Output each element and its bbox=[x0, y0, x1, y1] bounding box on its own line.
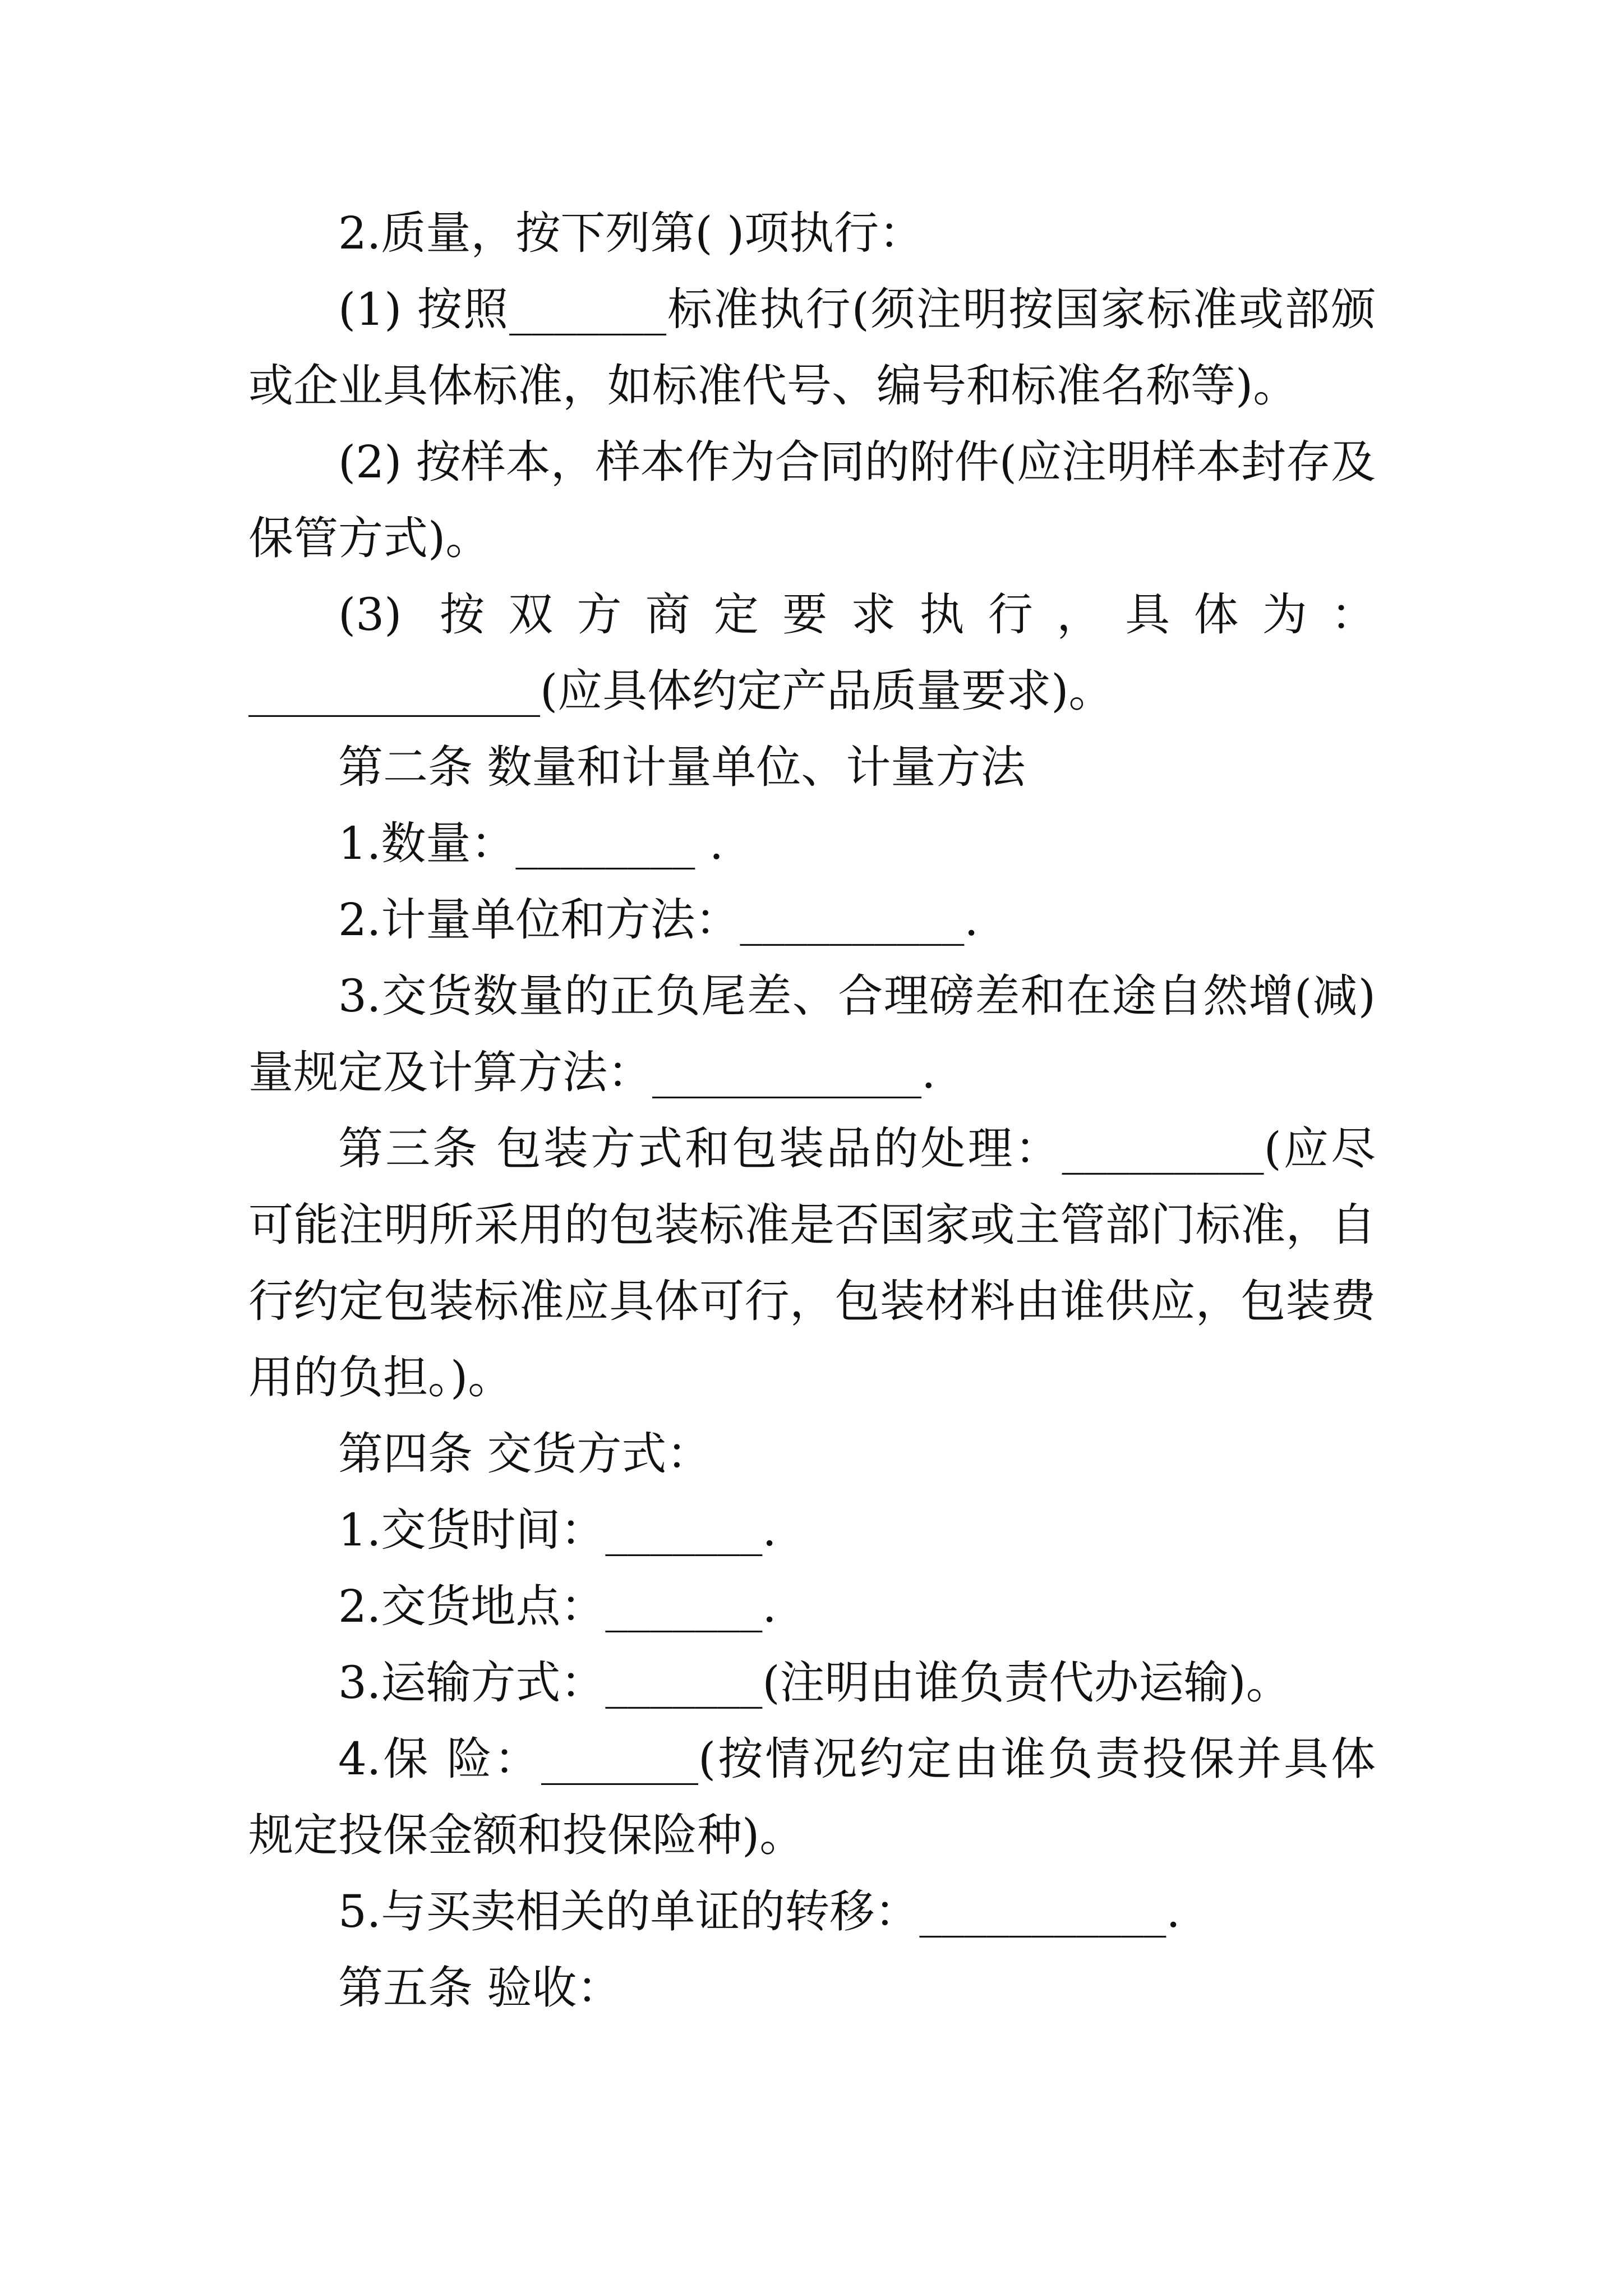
quantity-clause: 1.数量：________ . bbox=[338, 817, 724, 869]
documents-transfer-clause: 5.与买卖相关的单证的转移：___________. bbox=[338, 1885, 1181, 1938]
article-5-heading: 第五条 验收： bbox=[338, 1962, 622, 2014]
insurance-clause: 4.保 险：_______(按情况约定由谁负责投保并具体规定投保金额和投保险种)。 bbox=[248, 1733, 1376, 1861]
article-2-heading: 第二条 数量和计量单位、计量方法 bbox=[338, 741, 1026, 793]
article-3-packaging: 第三条 包装方式和包装品的处理：_________(应尽可能注明所采用的包装标准是否国家或主管部门标准，自行约定包装标准应具体可行，包装材料由谁供应，包装费用的负担。)。 bbox=[248, 1122, 1376, 1404]
delivery-time-clause: 1.交货时间：_______. bbox=[338, 1504, 777, 1556]
contract-body bbox=[248, 195, 1376, 2026]
quality-option-1: (1) 按照_______标准执行(须注明按国家标准或部颁或企业具体标准，如标准代号、编号和标准名称等)。 bbox=[248, 283, 1376, 412]
quality-option-2: (2) 按样本，样本作为合同的附件(应注明样本封存及保管方式)。 bbox=[248, 436, 1376, 564]
quality-option-3: (3) 按双方商定要求执行，具体为：_____________(应具体约定产品质量要求)。 bbox=[248, 588, 1376, 717]
quantity-tolerance-clause: 3.交货数量的正负尾差、合理磅差和在途自然增(减)量规定及计算方法：____________. bbox=[248, 970, 1376, 1098]
measurement-unit-clause: 2.计量单位和方法：__________. bbox=[338, 894, 979, 946]
transport-method-clause: 3.运输方式：_______(注明由谁负责代办运输)。 bbox=[338, 1657, 1291, 1709]
quality-clause: 2.质量，按下列第( )项执行： bbox=[338, 207, 924, 259]
article-4-heading: 第四条 交货方式： bbox=[338, 1428, 712, 1480]
delivery-place-clause: 2.交货地点：_______. bbox=[338, 1580, 777, 1632]
